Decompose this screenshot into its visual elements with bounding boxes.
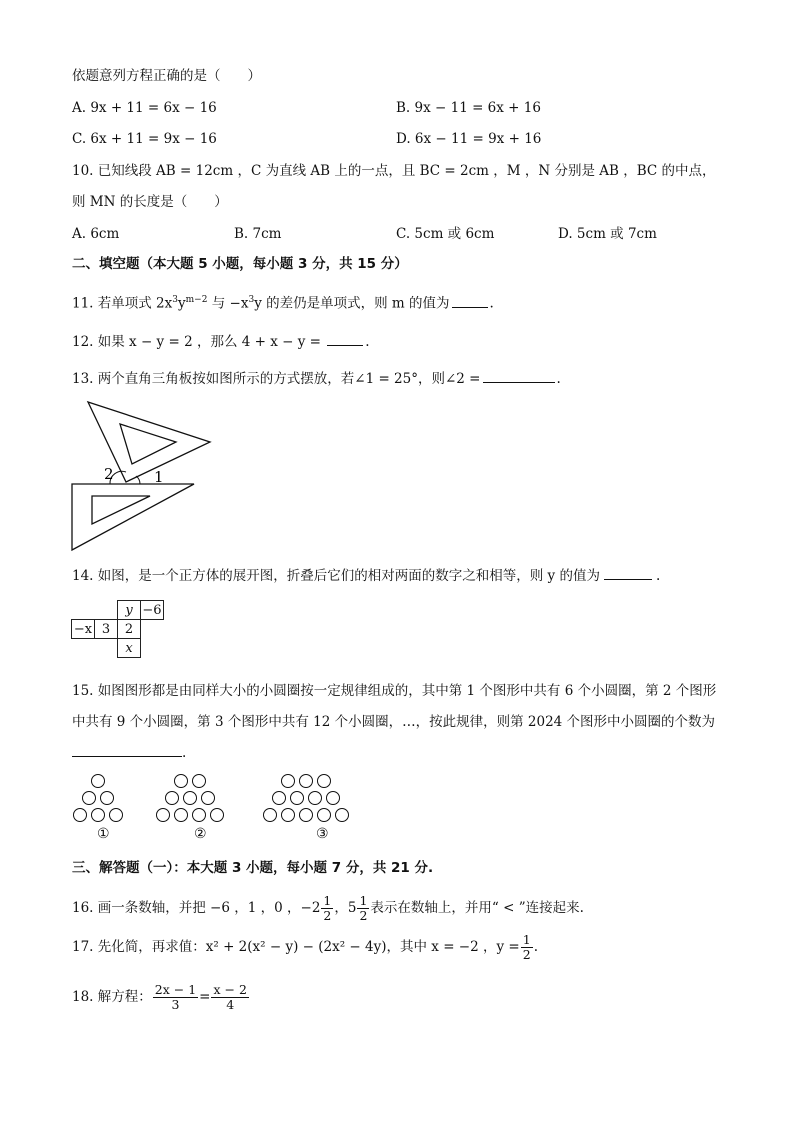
pattern-2-circle (183, 791, 197, 805)
q13-end: . (556, 371, 561, 387)
pattern-2-circle (192, 808, 206, 822)
q13-text (72, 370, 561, 388)
q11-answer-blank[interactable] (452, 306, 488, 308)
angle-2-label: 2 (104, 465, 114, 483)
pattern-2-circle (174, 808, 188, 822)
set-squares-figure (66, 398, 216, 556)
q11-end: . (489, 295, 494, 312)
pattern-label-2: ② (194, 826, 207, 842)
pattern-label-3: ③ (316, 826, 329, 842)
pattern-2-circle (210, 808, 224, 822)
q17-stem: 17. 先化简，再求值：x² + 2(x² − y) − (2x² − 4y)，其中 x = −2 ，y = (72, 939, 520, 955)
q9-option-a: A. 9x + 11 = 6x − 16 (72, 100, 217, 116)
q18-equals: = (199, 989, 211, 1005)
q12-end: . (365, 334, 370, 350)
pattern-2-circle (174, 774, 188, 788)
q11-sup1: 3 (172, 295, 178, 305)
q10-line1: 10. 已知线段 AB = 12cm ，C 为直线 AB 上的一点，且 BC = 2cm ，M ，N 分别是 AB ，BC 的中点， (72, 163, 716, 179)
pattern-1-circle (91, 808, 105, 822)
q16-f1-den: 2 (323, 908, 332, 923)
pattern-3-circle (272, 791, 286, 805)
q16-f1-num: 1 (323, 893, 332, 908)
q15-answer-blank[interactable] (72, 755, 182, 757)
q12-stem: 12. 如果 x − y = 2 ，那么 4 + x − y = (72, 334, 326, 350)
q12-answer-blank[interactable] (327, 344, 363, 346)
cube-cell-3: 3 (95, 620, 118, 639)
q11-sup3: 3 (248, 295, 255, 305)
pattern-3-circle (299, 774, 313, 788)
q18-left-den: 3 (171, 997, 180, 1012)
q14-answer-blank[interactable] (604, 578, 652, 580)
q18-left-fraction (153, 983, 198, 1012)
cube-cell-neg6: −6 (142, 602, 162, 618)
q15-line1: 15. 如图图形都是由同样大小的小圆圈按一定规律组成的，其中第 1 个图形中共有 6 个小圆圈，第 2 个图形 (72, 683, 717, 699)
pattern-3-circle (281, 774, 295, 788)
q15-line3 (72, 744, 186, 762)
cube-net (71, 600, 164, 658)
section-heading-solutions: 三、解答题（一）：本大题 3 小题，每小题 7 分，共 21 分. (72, 860, 434, 876)
q10-option-b: B. 7cm (234, 226, 282, 242)
pattern-3-circle (317, 774, 331, 788)
q16-fraction-1 (321, 894, 333, 923)
cube-cell-y: y (118, 601, 141, 620)
pattern-1-circle (100, 791, 114, 805)
q9-option-d: D. 6x − 11 = 9x + 16 (396, 131, 542, 147)
q17-end: . (533, 939, 538, 955)
pattern-2-circle (201, 791, 215, 805)
q18-right-num: x − 2 (213, 982, 247, 997)
q18-right-den: 4 (226, 997, 235, 1012)
q14-text (72, 567, 660, 585)
pattern-1-circle (109, 808, 123, 822)
pattern-3-circle (308, 791, 322, 805)
pattern-label-1: ① (97, 826, 110, 842)
q18-text (72, 980, 250, 1014)
pattern-3-circle (290, 791, 304, 805)
q18-stem: 18. 解方程： (72, 989, 152, 1005)
pattern-1-circle (73, 808, 87, 822)
q10-line2: 则 MN 的长度是（ ） (72, 194, 228, 210)
pattern-3-circle (326, 791, 340, 805)
q15-line2: 中共有 9 个小圆圈，第 3 个图形中共有 12 个小圆圈，…，按此规律，则第 2024 个图形中小圆圈的个数为 (72, 714, 716, 730)
pattern-3-circle (335, 808, 349, 822)
q9-stem: 依题意列方程正确的是（ ） (72, 68, 261, 84)
q11-part2: y (178, 295, 186, 312)
pattern-3-circle (317, 808, 331, 822)
section-heading-fill-in: 二、填空题（本大题 5 小题，每小题 3 分，共 15 分） (72, 256, 408, 272)
lower-triangle-inner (92, 496, 150, 524)
q10-option-a: A. 6cm (72, 226, 120, 242)
q13-stem: 13. 两个直角三角板按如图所示的方式摆放，若∠1 = 25°，则∠2 = (72, 371, 481, 387)
q10-option-c: C. 5cm 或 6cm (396, 226, 495, 242)
pattern-2-circle (165, 791, 179, 805)
q17-text (72, 932, 538, 962)
q13-answer-blank[interactable] (483, 381, 555, 383)
q9-option-b: B. 9x − 11 = 6x + 16 (396, 100, 541, 116)
q16-part1: 16. 画一条数轴，并把 −6 ，1 ，0 ，−2 (72, 900, 321, 916)
q14-end: . (655, 568, 661, 584)
q16-text (72, 893, 584, 923)
q11-text (72, 291, 494, 313)
q12-text (72, 333, 370, 351)
q16-part2: ，5 (334, 900, 357, 916)
q16-f2-num: 1 (359, 893, 368, 908)
q11-part4: y 的差仍是单项式，则 m 的值为 (254, 295, 450, 312)
q11-part3: 与 −x (207, 295, 249, 312)
pattern-2-circle (156, 808, 170, 822)
q18-right-fraction (211, 983, 248, 1012)
upper-triangle-inner (120, 424, 176, 464)
q11-part1: 11. 若单项式 2x (72, 295, 173, 312)
q15-end: . (182, 745, 187, 761)
q16-fraction-2 (357, 894, 369, 923)
q16-part3: 表示在数轴上，并用“ < ”连接起来. (370, 900, 584, 916)
angle-1-label: 1 (154, 468, 164, 486)
q17-fraction (521, 933, 533, 962)
q16-f2-den: 2 (359, 908, 368, 923)
pattern-1-circle (82, 791, 96, 805)
pattern-3-circle (299, 808, 313, 822)
pattern-3-circle (281, 808, 295, 822)
q10-option-d: D. 5cm 或 7cm (558, 226, 657, 242)
cube-cell-negx: −x (72, 620, 95, 639)
lower-triangle-outer (72, 484, 194, 550)
q18-left-num: 2x − 1 (154, 982, 197, 997)
pattern-1-circle (91, 774, 105, 788)
q17-f-num: 1 (522, 932, 531, 947)
cube-cell-x: x (118, 639, 141, 658)
q11-sup2: m−2 (185, 295, 208, 305)
q17-f-den: 2 (522, 947, 531, 962)
pattern-2-circle (192, 774, 206, 788)
cube-cell-2: 2 (118, 620, 141, 639)
pattern-3-circle (263, 808, 277, 822)
q14-stem: 14. 如图，是一个正方体的展开图，折叠后它们的相对两面的数字之和相等，则 y 的值为 (72, 568, 600, 584)
q9-option-c: C. 6x + 11 = 9x − 16 (72, 131, 217, 147)
